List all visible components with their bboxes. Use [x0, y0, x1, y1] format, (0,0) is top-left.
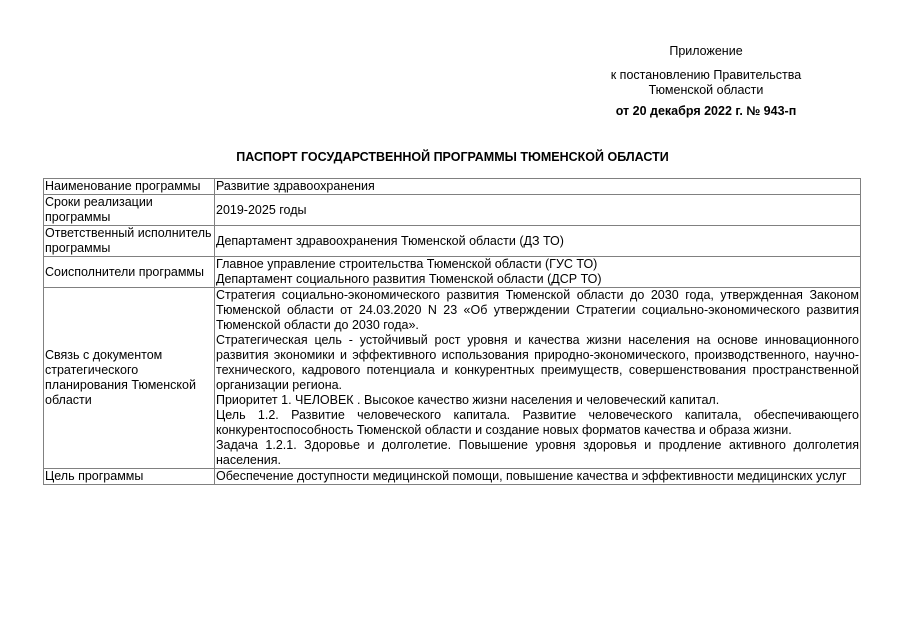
table-row: [44, 469, 861, 485]
appendix-label: Приложение: [669, 44, 743, 58]
row-value: [215, 469, 861, 485]
table-row: [44, 195, 861, 226]
value-paragraph: Стратегическая цель - устойчивый рост уровня и качества жизни населения на основе инновационного развития экономики и эффективного использования природно-экономического, производственного, научно-технического, кадрового потенциала и конкурентных преимуществ, совершенствования пространственной организации региона.: [216, 333, 859, 392]
table-row: [44, 179, 861, 195]
value-paragraph: 2019-2025 годы: [216, 202, 307, 217]
appendix-header: [581, 44, 831, 119]
value-paragraph: Задача 1.2.1. Здоровье и долголетие. Повышение уровня здоровья и продление активного долголетия населения.: [216, 438, 859, 467]
row-label: Цель программы: [44, 469, 215, 485]
row-label: Наименование программы: [44, 179, 215, 195]
row-label: Сроки реализации программы: [44, 195, 215, 226]
value-paragraph: Стратегия социально-экономического развития Тюменской области до 2030 года, утвержденная Законом Тюменской области от 24.03.2020 N 23 «Об утверждении Стратегии социально-экономического развития Тюменской области до 2030 года».: [216, 288, 859, 332]
row-value: [215, 288, 861, 469]
table-row: [44, 288, 861, 469]
row-value: [215, 226, 861, 257]
row-label: Ответственный исполнитель программы: [44, 226, 215, 257]
value-paragraph: Приоритет 1. ЧЕЛОВЕК . Высокое качество жизни населения и человеческий капитал.: [216, 393, 720, 407]
row-label: Связь с документом стратегического планирования Тюменской области: [44, 288, 215, 469]
row-value: [215, 195, 861, 226]
table-row: [44, 257, 861, 288]
passport-table: [43, 178, 861, 485]
row-label: Соисполнители программы: [44, 257, 215, 288]
resolution-date: от 20 декабря 2022 г. № 943-п: [615, 104, 797, 118]
value-paragraph: Департамент социального развития Тюменской области (ДСР ТО): [216, 272, 602, 286]
value-paragraph: Развитие здравоохранения: [216, 179, 375, 193]
value-paragraph: Главное управление строительства Тюменской области (ГУС ТО): [216, 257, 598, 271]
table-row: [44, 226, 861, 257]
region-name: Тюменской области: [648, 83, 764, 97]
row-value: [215, 257, 861, 288]
row-value: [215, 179, 861, 195]
value-paragraph: Обеспечение доступности медицинской помощи, повышение качества и эффективности медицинских услуг: [216, 469, 847, 483]
page-title: ПАСПОРТ ГОСУДАРСТВЕННОЙ ПРОГРАММЫ ТЮМЕНСКОЙ ОБЛАСТИ: [236, 150, 669, 164]
value-paragraph: Департамент здравоохранения Тюменской области (ДЗ ТО): [216, 233, 564, 248]
value-paragraph: Цель 1.2. Развитие человеческого капитала. Развитие человеческого капитала, обеспечивающего конкурентоспособность Тюменской области и создание новых форматов качества и образа жизни.: [216, 408, 859, 437]
resolution-reference: к постановлению Правительства: [610, 68, 802, 82]
